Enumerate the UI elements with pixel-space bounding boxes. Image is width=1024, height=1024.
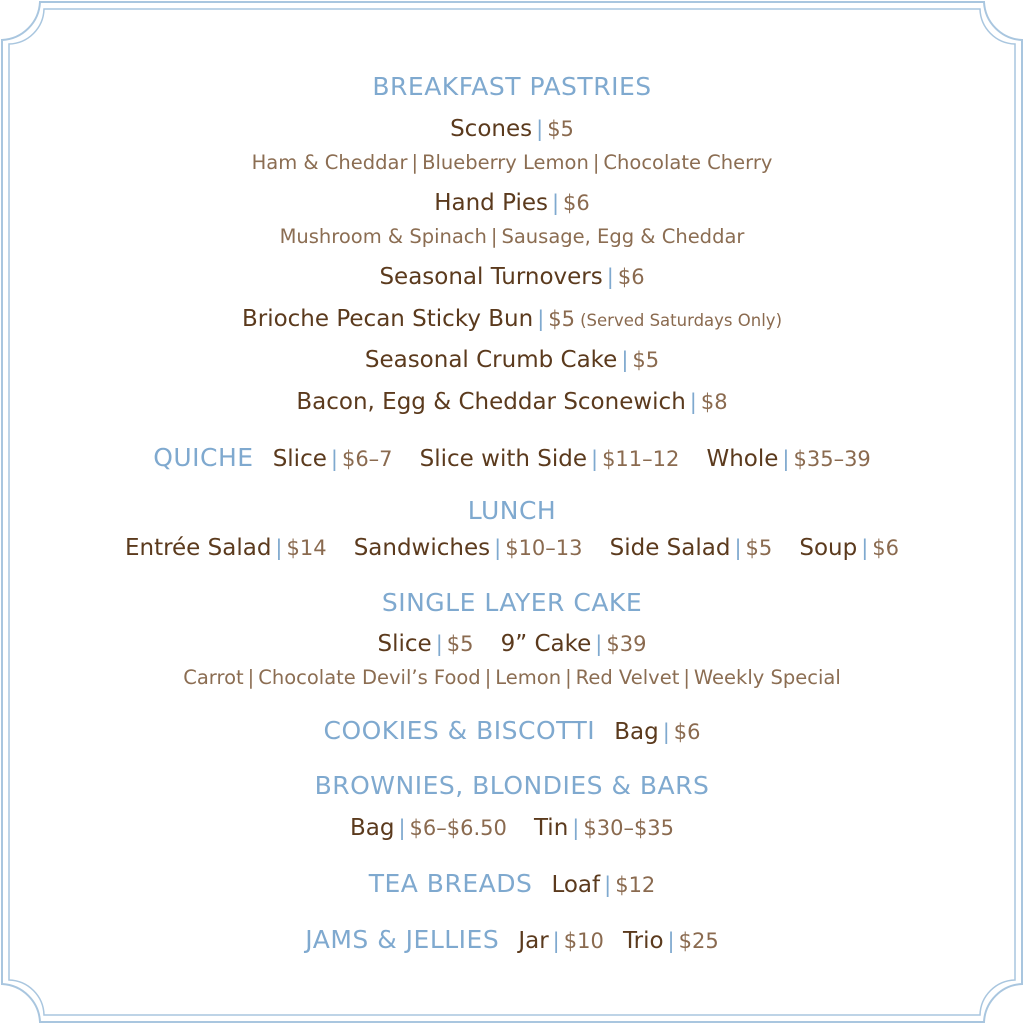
separator: | xyxy=(590,447,599,471)
item-price: $6–7 xyxy=(341,447,393,471)
separator: | xyxy=(330,447,338,471)
item-name: Side Salad xyxy=(609,535,731,561)
item-price: $6 xyxy=(872,536,900,560)
separator: | xyxy=(782,447,790,471)
item-name: Soup xyxy=(799,535,858,561)
item-price: $6 xyxy=(563,191,590,215)
section-heading-cookies: COOKIES & BISCOTTI xyxy=(323,716,596,745)
item-price: $5 xyxy=(446,632,474,656)
item-name: Loaf xyxy=(551,872,601,898)
flavor: Weekly Special xyxy=(693,666,841,689)
item-name: Tin xyxy=(533,815,569,841)
jams-line xyxy=(0,925,1024,954)
item-price: $5 xyxy=(745,536,773,560)
separator: | xyxy=(411,151,419,174)
menu-item-crumb-cake xyxy=(0,347,1024,373)
item-name: 9” Cake xyxy=(500,631,592,657)
separator: | xyxy=(551,191,560,215)
flavor: Sausage, Egg & Cheddar xyxy=(501,225,745,248)
section-heading-quiche: QUICHE xyxy=(153,443,254,472)
item-name: Seasonal Crumb Cake xyxy=(364,347,618,373)
item-name: Seasonal Turnovers xyxy=(379,264,603,290)
separator: | xyxy=(490,225,498,248)
separator: | xyxy=(275,536,283,560)
item-name: Bag xyxy=(614,719,659,745)
separator: | xyxy=(734,536,742,560)
flavor: Red Velvet xyxy=(575,666,680,689)
item-name: Bag xyxy=(349,815,395,841)
separator: | xyxy=(494,536,502,560)
separator: | xyxy=(662,720,670,744)
flavor: Chocolate Cherry xyxy=(603,151,773,174)
item-name: Brioche Pecan Sticky Bun xyxy=(241,306,534,332)
item-price: $11–12 xyxy=(602,447,680,471)
brownies-items xyxy=(0,815,1024,841)
item-note: (Served Saturdays Only) xyxy=(580,311,783,330)
item-price: $8 xyxy=(700,390,728,414)
separator: | xyxy=(667,929,675,953)
flavor: Lemon xyxy=(495,666,562,689)
item-name: Scones xyxy=(450,116,533,142)
item-price: $35–39 xyxy=(793,447,871,471)
section-heading-jams: JAMS & JELLIES xyxy=(305,925,500,954)
breakfast-heading-line xyxy=(0,72,1024,101)
item-price: $10 xyxy=(563,929,604,953)
section-heading-cake: SINGLE LAYER CAKE xyxy=(381,588,643,617)
separator: | xyxy=(592,151,600,174)
separator: | xyxy=(572,816,580,840)
cake-heading-line xyxy=(0,588,1024,617)
separator: | xyxy=(398,816,406,840)
cake-flavors xyxy=(0,666,1024,689)
item-price: $25 xyxy=(678,929,719,953)
separator: | xyxy=(606,265,614,289)
lunch-items xyxy=(0,535,1024,561)
item-price: $6–$6.50 xyxy=(409,816,507,840)
item-price: $39 xyxy=(606,632,647,656)
section-heading-brownies: BROWNIES, BLONDIES & BARS xyxy=(314,771,710,800)
item-name: Bacon, Egg & Cheddar Sconewich xyxy=(296,389,686,415)
separator: | xyxy=(595,632,603,656)
separator: | xyxy=(247,666,255,689)
scones-flavors xyxy=(0,151,1024,174)
item-name: Slice xyxy=(377,631,432,657)
separator: | xyxy=(689,390,697,414)
item-name: Hand Pies xyxy=(434,190,548,216)
separator: | xyxy=(621,348,629,372)
flavor: Carrot xyxy=(183,666,244,689)
lunch-heading-line xyxy=(0,496,1024,525)
menu-item-sconewich xyxy=(0,389,1024,415)
menu-item-turnovers xyxy=(0,264,1024,290)
cookies-line xyxy=(0,716,1024,745)
item-name: Jar xyxy=(518,928,549,954)
item-price: $6 xyxy=(617,265,645,289)
menu-item-sticky-bun xyxy=(0,306,1024,332)
item-price: $6 xyxy=(673,720,701,744)
flavor: Mushroom & Spinach xyxy=(279,225,487,248)
section-heading-lunch: LUNCH xyxy=(467,496,557,525)
item-name: Entrée Salad xyxy=(124,535,272,561)
item-price: $30–$35 xyxy=(583,816,675,840)
flavor: Ham & Cheddar xyxy=(251,151,408,174)
section-heading-teabreads: TEA BREADS xyxy=(368,869,533,898)
quiche-line xyxy=(0,443,1024,472)
separator: | xyxy=(537,307,545,331)
separator: | xyxy=(536,117,544,141)
item-price: $12 xyxy=(615,873,656,897)
teabreads-line xyxy=(0,869,1024,898)
separator: | xyxy=(552,929,560,953)
item-price: $14 xyxy=(286,536,327,560)
item-name: Trio xyxy=(622,928,664,954)
flavor: Blueberry Lemon xyxy=(422,151,589,174)
section-heading-breakfast: BREAKFAST PASTRIES xyxy=(372,72,652,101)
brownies-heading-line xyxy=(0,771,1024,800)
item-name: Slice with Side xyxy=(419,446,587,472)
flavor: Chocolate Devil’s Food xyxy=(258,666,481,689)
separator: | xyxy=(435,632,443,656)
menu-item-scones xyxy=(0,116,1024,142)
item-name: Slice xyxy=(272,446,327,472)
separator: | xyxy=(565,666,572,689)
item-price: $5 xyxy=(547,117,574,141)
separator: | xyxy=(484,666,492,689)
cake-items xyxy=(0,631,1024,657)
item-name: Sandwiches xyxy=(353,535,491,561)
hand-pies-flavors xyxy=(0,225,1024,248)
separator: | xyxy=(683,666,690,689)
item-name: Whole xyxy=(706,446,779,472)
item-price: $5 xyxy=(548,307,575,331)
item-price: $5 xyxy=(632,348,660,372)
separator: | xyxy=(861,536,869,560)
separator: | xyxy=(604,873,612,897)
menu-item-hand-pies xyxy=(0,190,1024,216)
item-price: $10–13 xyxy=(505,536,583,560)
